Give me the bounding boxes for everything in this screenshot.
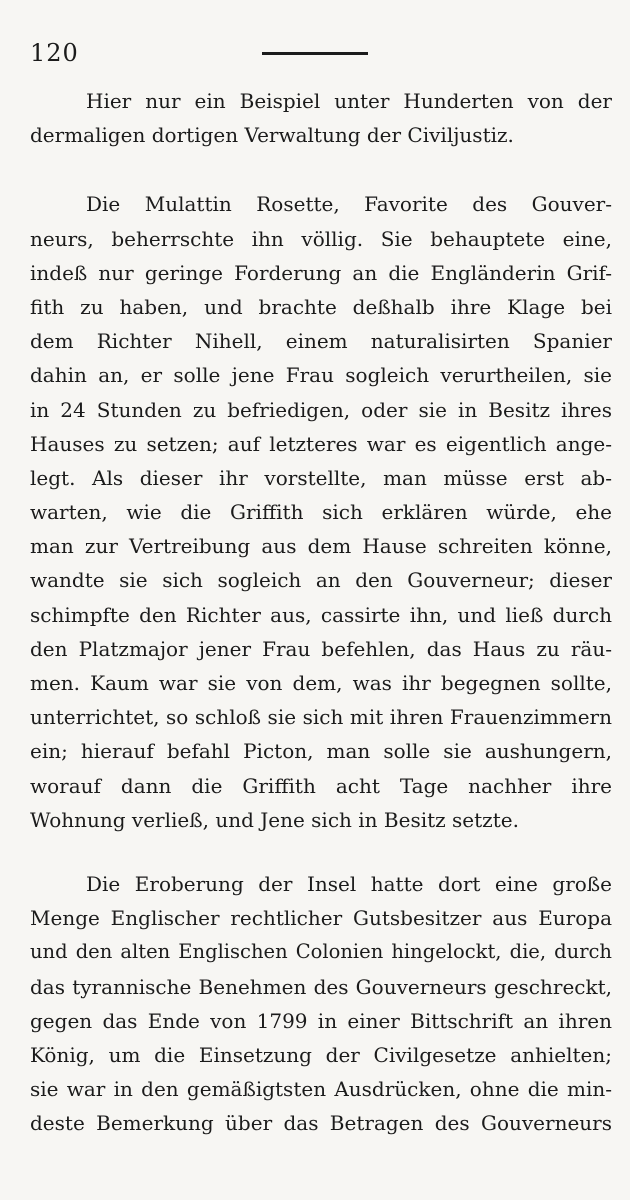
- text-line: fith zu haben, und brachte deßhalb ihre Klage bei: [30, 294, 612, 319]
- text-line: Wohnung verließ, und Jene sich in Besitz setzte.: [30, 807, 519, 832]
- text-line: Die Eroberung der Insel hatte dort eine große: [86, 871, 612, 896]
- text-line: sie war in den gemäßigtsten Ausdrücken, ohne die min-: [30, 1077, 612, 1102]
- text-line: Die Mulattin Rosette, Favorite des Gouver-: [86, 192, 612, 217]
- paragraph-2: [30, 187, 612, 837]
- text-line: neurs, beherrschte ihn völlig. Sie behauptete eine,: [30, 226, 612, 251]
- text-line: worauf dann die Griffith acht Tage nachher ihre: [30, 773, 612, 798]
- text-line: man zur Vertreibung aus dem Hause schreiten könne,: [30, 534, 612, 559]
- header-rule: [262, 52, 368, 55]
- text-line: Hier nur ein Beispiel unter Hunderten von der: [86, 89, 612, 113]
- text-line: Menge Englischer rechtlicher Gutsbesitzer aus Europa: [30, 906, 612, 931]
- text-line: schimpfte den Richter aus, cassirte ihn, und ließ durch: [30, 602, 612, 627]
- text-line: ein; hierauf befahl Picton, man solle sie aushungern,: [30, 739, 612, 764]
- paragraph-gap: [30, 837, 612, 867]
- text-line: dermaligen dortigen Verwaltung der Civiljustiz.: [30, 123, 514, 148]
- body-text: [30, 84, 612, 1140]
- text-line: warten, wie die Griffith sich erklären würde, ehe: [30, 500, 612, 525]
- text-line: gegen das Ende von 1799 in einer Bittschrift an ihren: [30, 1008, 612, 1033]
- paragraph-3: [30, 867, 612, 1141]
- text-line: König, um die Einsetzung der Civilgesetze anhielten;: [30, 1042, 612, 1067]
- text-line: dahin an, er solle jene Frau sogleich verurtheilen, sie: [30, 363, 612, 388]
- text-line: Hauses zu setzen; auf letzteres war es eigentlich ange-: [30, 431, 612, 456]
- text-line: men. Kaum war sie von dem, was ihr begegnen sollte,: [30, 671, 612, 695]
- text-line: den Platzmajor jener Frau befehlen, das Haus zu räu-: [30, 636, 612, 661]
- page-header: [30, 40, 610, 70]
- text-line: indeß nur geringe Forderung an die Engländerin Grif-: [30, 260, 612, 285]
- text-line: dem Richter Nihell, einem naturalisirten Spanier: [30, 329, 612, 354]
- text-line: unterrichtet, so schloß sie sich mit ihren Frauenzimmern: [30, 705, 612, 730]
- text-line: und den alten Englischen Colonien hingelockt, die, durch: [30, 940, 612, 964]
- text-line: das tyrannische Benehmen des Gouverneurs geschreckt,: [30, 974, 612, 999]
- paragraph-gap: [30, 152, 612, 187]
- text-line: in 24 Stunden zu befriedigen, oder sie in Besitz ihres: [30, 397, 612, 422]
- text-line: legt. Als dieser ihr vorstellte, man müsse erst ab-: [30, 465, 612, 490]
- page-number: 120: [30, 39, 79, 67]
- text-line: deste Bemerkung über das Betragen des Gouverneurs: [30, 1111, 612, 1136]
- paragraph-1: [30, 84, 612, 152]
- text-line: wandte sie sich sogleich an den Gouverneur; dieser: [30, 568, 612, 593]
